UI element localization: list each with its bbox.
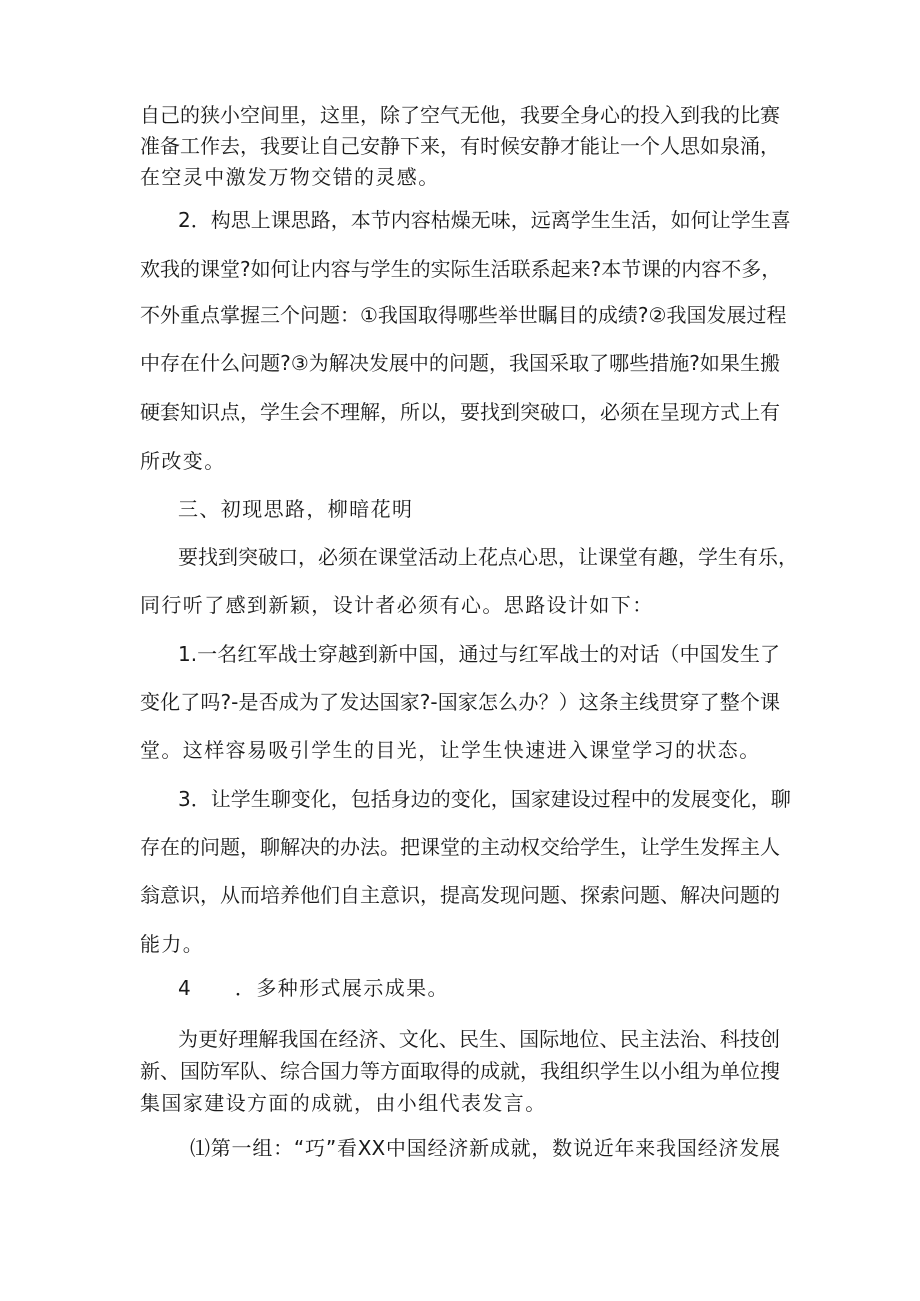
text-line: 所改变。: [140, 449, 226, 473]
text-line: 新、国防军队、综合国力等方面取得的成就，我组织学生以小组为单位搜: [140, 1059, 780, 1083]
text-line: 自己的狭小空间里，这里，除了空气无他，我要全身心的投入到我的比赛: [140, 103, 780, 127]
text-line: 中存在什么问题?③为解决发展中的问题，我国采取了哪些措施?如果生搬: [140, 351, 780, 375]
text-line: 存在的问题，聊解决的办法。把课堂的主动权交给学生，让学生发挥主人: [140, 835, 780, 859]
text-line: 欢我的课堂?如何让内容与学生的实际生活联系起来?本节课的内容不多，: [140, 257, 782, 281]
text-line: 硬套知识点，学生会不理解，所以，要找到突破口，必须在呈现方式上有: [140, 400, 780, 424]
text-line: 变化了吗?-是否成为了发达国家?-国家怎么办？）这条主线贯穿了整个课: [140, 690, 780, 714]
text-line: 能力。: [140, 932, 205, 956]
text-line: 1.一名红军战士穿越到新中国，通过与红军战士的对话（中国发生了: [178, 642, 780, 666]
text-line: 准备工作去，我要让自己安静下来，有时候安静才能让一个人思如泉涌，: [140, 134, 780, 158]
text-line: 在空灵中激发万物交错的灵感。: [140, 165, 440, 189]
list-item-heading: 4 ．多种形式展示成果。: [178, 976, 449, 1000]
text-line: 3．让学生聊变化，包括身边的变化，国家建设过程中的发展变化，聊: [178, 787, 791, 811]
text-line: 集国家建设方面的成就，由小组代表发言。: [140, 1091, 547, 1115]
section-heading: 三、初现思路，柳暗花明: [178, 497, 414, 521]
text-line: 同行听了感到新颖，设计者必须有心。思路设计如下：: [140, 593, 654, 617]
text-line: 为更好理解我国在经济、文化、民生、国际地位、民主法治、科技创: [178, 1027, 780, 1051]
text-line: 翁意识，从而培养他们自主意识，提高发现问题、探索问题、解决问题的: [140, 883, 780, 907]
text-line: 2．构思上课思路，本节内容枯燥无味，远离学生生活，如何让学生喜: [178, 208, 791, 232]
text-line: 不外重点掌握三个问题：①我国取得哪些举世瞩目的成绩?②我国发展过程: [140, 303, 787, 327]
text-line: ⑴第一组：“巧”看XX中国经济新成就，数说近年来我国经济发展: [190, 1136, 780, 1160]
text-line: 要找到突破口，必须在课堂活动上花点心思，让课堂有趣，学生有乐，: [178, 545, 798, 569]
text-line: 堂。这样容易吸引学生的目光，让学生快速进入课堂学习的状态。: [140, 738, 761, 762]
